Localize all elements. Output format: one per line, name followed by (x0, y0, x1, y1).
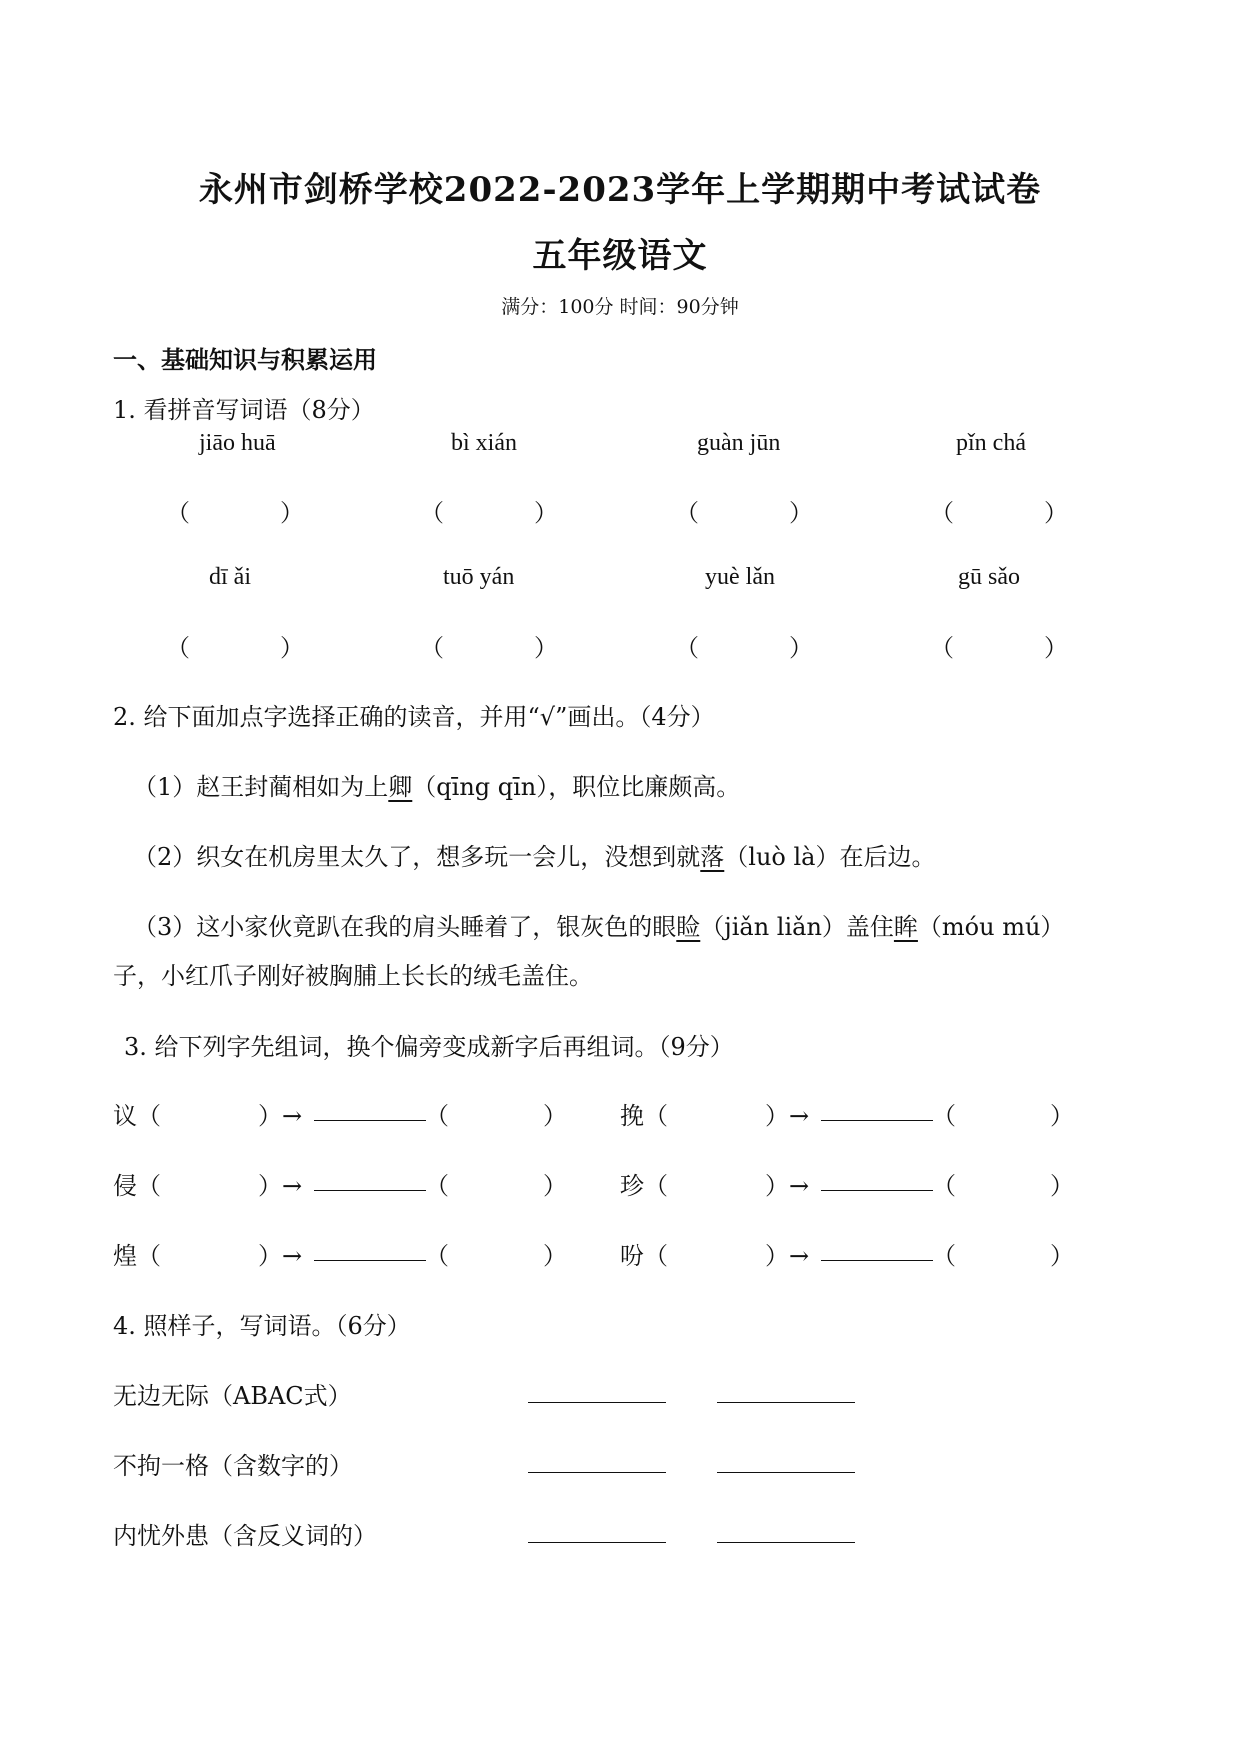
pinyin-3: guàn jūn (697, 430, 781, 456)
answer-paren-close: ） (1044, 634, 1068, 662)
paren-open: （ (137, 1102, 161, 1130)
arrow: ）→ (258, 1242, 303, 1270)
paren-close: ） (543, 1242, 567, 1270)
blank-line (528, 1380, 666, 1403)
section-title: 一、基础知识与积累运用 (113, 345, 377, 374)
answer-paren-open: （ (420, 499, 444, 527)
paren-open: （ (137, 1242, 161, 1270)
answer-blank[interactable] (717, 1450, 855, 1477)
blank-line (717, 1380, 855, 1403)
dotted-char: 落 (700, 843, 725, 871)
char-yi: 议 (113, 1102, 137, 1130)
blank-line (821, 1168, 933, 1191)
paren-open: （ (425, 1242, 449, 1270)
paren-open: （ (644, 1102, 668, 1130)
dotted-char: 卿 (388, 773, 413, 801)
answer-blank[interactable] (717, 1520, 855, 1547)
pinyin-6: tuō yán (443, 564, 515, 590)
q4-item-1: 无边无际（ABAC式） (113, 1382, 352, 1410)
sentence-text: （1）赵王封蔺相如为上 (133, 773, 389, 801)
answer-paren-close: ） (789, 634, 813, 662)
answer-paren-open: （ (930, 634, 954, 662)
answer-paren-open: （ (930, 499, 954, 527)
sentence-text: （qīng qīn），职位比廉颇高。 (412, 773, 741, 801)
paren-open: （ (932, 1242, 956, 1270)
question-4-title: 4. 照样子，写词语。（6分） (113, 1312, 411, 1340)
sentence-text: （3）这小家伙竟趴在我的肩头睡着了，银灰色的眼 (133, 913, 677, 941)
q4-item-2: 不拘一格（含数字的） (113, 1452, 353, 1480)
exam-subtitle: 五年级语文 (532, 236, 708, 276)
blank-line (821, 1098, 933, 1121)
answer-paren-open: （ (166, 499, 190, 527)
char-huang: 煌 (113, 1242, 137, 1270)
blank-line (717, 1520, 855, 1543)
answer-paren-open: （ (675, 499, 699, 527)
blank-line (528, 1520, 666, 1543)
question-1-title: 1. 看拼音写词语（8分） (113, 396, 375, 424)
paren-open: （ (932, 1102, 956, 1130)
paren-close: ） (1050, 1172, 1074, 1200)
answer-blank[interactable] (528, 1450, 666, 1477)
paren-open: （ (644, 1242, 668, 1270)
pinyin-2: bì xián (451, 430, 517, 456)
answer-paren-close: ） (1044, 499, 1068, 527)
paren-close: ） (543, 1172, 567, 1200)
sentence-text: （2）织女在机房里太久了，想多玩一会儿，没想到就 (133, 843, 701, 871)
new-char-blank[interactable] (314, 1168, 426, 1195)
exam-meta: 满分：100分 时间：90分钟 (501, 296, 739, 318)
blank-line (314, 1168, 426, 1191)
pinyin-4: pǐn chá (956, 430, 1026, 456)
paren-open: （ (425, 1172, 449, 1200)
blank-line (528, 1450, 666, 1473)
char-zhen: 珍 (620, 1172, 644, 1200)
new-char-blank[interactable] (314, 1098, 426, 1125)
new-char-blank[interactable] (821, 1238, 933, 1265)
blank-line (717, 1450, 855, 1473)
exam-title: 永州市剑桥学校2022-2023学年上学期期中考试试卷 (198, 170, 1042, 210)
paren-close: ） (1050, 1242, 1074, 1270)
answer-paren-close: ） (534, 634, 558, 662)
question-2-title: 2. 给下面加点字选择正确的读音，并用“√”画出。（4分） (113, 703, 715, 731)
arrow: ）→ (258, 1172, 303, 1200)
pinyin-5: dī ǎi (209, 564, 251, 590)
question-2-sentence-2 (133, 837, 935, 872)
arrow: ）→ (765, 1102, 810, 1130)
dotted-char: 睑 (676, 913, 701, 941)
answer-blank[interactable] (717, 1380, 855, 1407)
paren-open: （ (137, 1172, 161, 1200)
q4-item-3: 内忧外患（含反义词的） (113, 1522, 377, 1550)
answer-paren-open: （ (166, 634, 190, 662)
paren-close: ） (543, 1102, 567, 1130)
sentence-text: （luò là）在后边。 (724, 843, 936, 871)
paren-open: （ (644, 1172, 668, 1200)
pinyin-7: yuè lǎn (705, 564, 775, 590)
answer-paren-close: ） (280, 499, 304, 527)
answer-paren-open: （ (675, 634, 699, 662)
new-char-blank[interactable] (314, 1238, 426, 1265)
paren-open: （ (932, 1172, 956, 1200)
pinyin-8: gū sǎo (958, 564, 1020, 590)
sentence-text: （jiǎn liǎn）盖住 (700, 913, 894, 941)
question-2-sentence-3-cont: 子，小红爪子刚好被胸脯上长长的绒毛盖住。 (113, 962, 593, 990)
dotted-char: 眸 (893, 913, 918, 941)
paren-open: （ (425, 1102, 449, 1130)
char-fen: 吩 (620, 1242, 644, 1270)
question-3-title: 3. 给下列字先组词，换个偏旁变成新字后再组词。（9分） (124, 1033, 734, 1061)
pinyin-1: jiāo huā (199, 430, 276, 456)
arrow: ）→ (765, 1242, 810, 1270)
answer-blank[interactable] (528, 1520, 666, 1547)
new-char-blank[interactable] (821, 1168, 933, 1195)
char-wan: 挽 (620, 1102, 644, 1130)
question-2-sentence-1 (133, 767, 740, 802)
new-char-blank[interactable] (821, 1098, 933, 1125)
blank-line (314, 1098, 426, 1121)
answer-paren-close: ） (534, 499, 558, 527)
blank-line (821, 1238, 933, 1261)
answer-paren-close: ） (280, 634, 304, 662)
char-qin: 侵 (113, 1172, 137, 1200)
answer-paren-close: ） (789, 499, 813, 527)
arrow: ）→ (258, 1102, 303, 1130)
answer-paren-open: （ (420, 634, 444, 662)
paren-close: ） (1050, 1102, 1074, 1130)
question-2-sentence-3 (133, 907, 1064, 942)
blank-line (314, 1238, 426, 1261)
answer-blank[interactable] (528, 1380, 666, 1407)
arrow: ）→ (765, 1172, 810, 1200)
sentence-text: （móu mú） (917, 913, 1065, 941)
